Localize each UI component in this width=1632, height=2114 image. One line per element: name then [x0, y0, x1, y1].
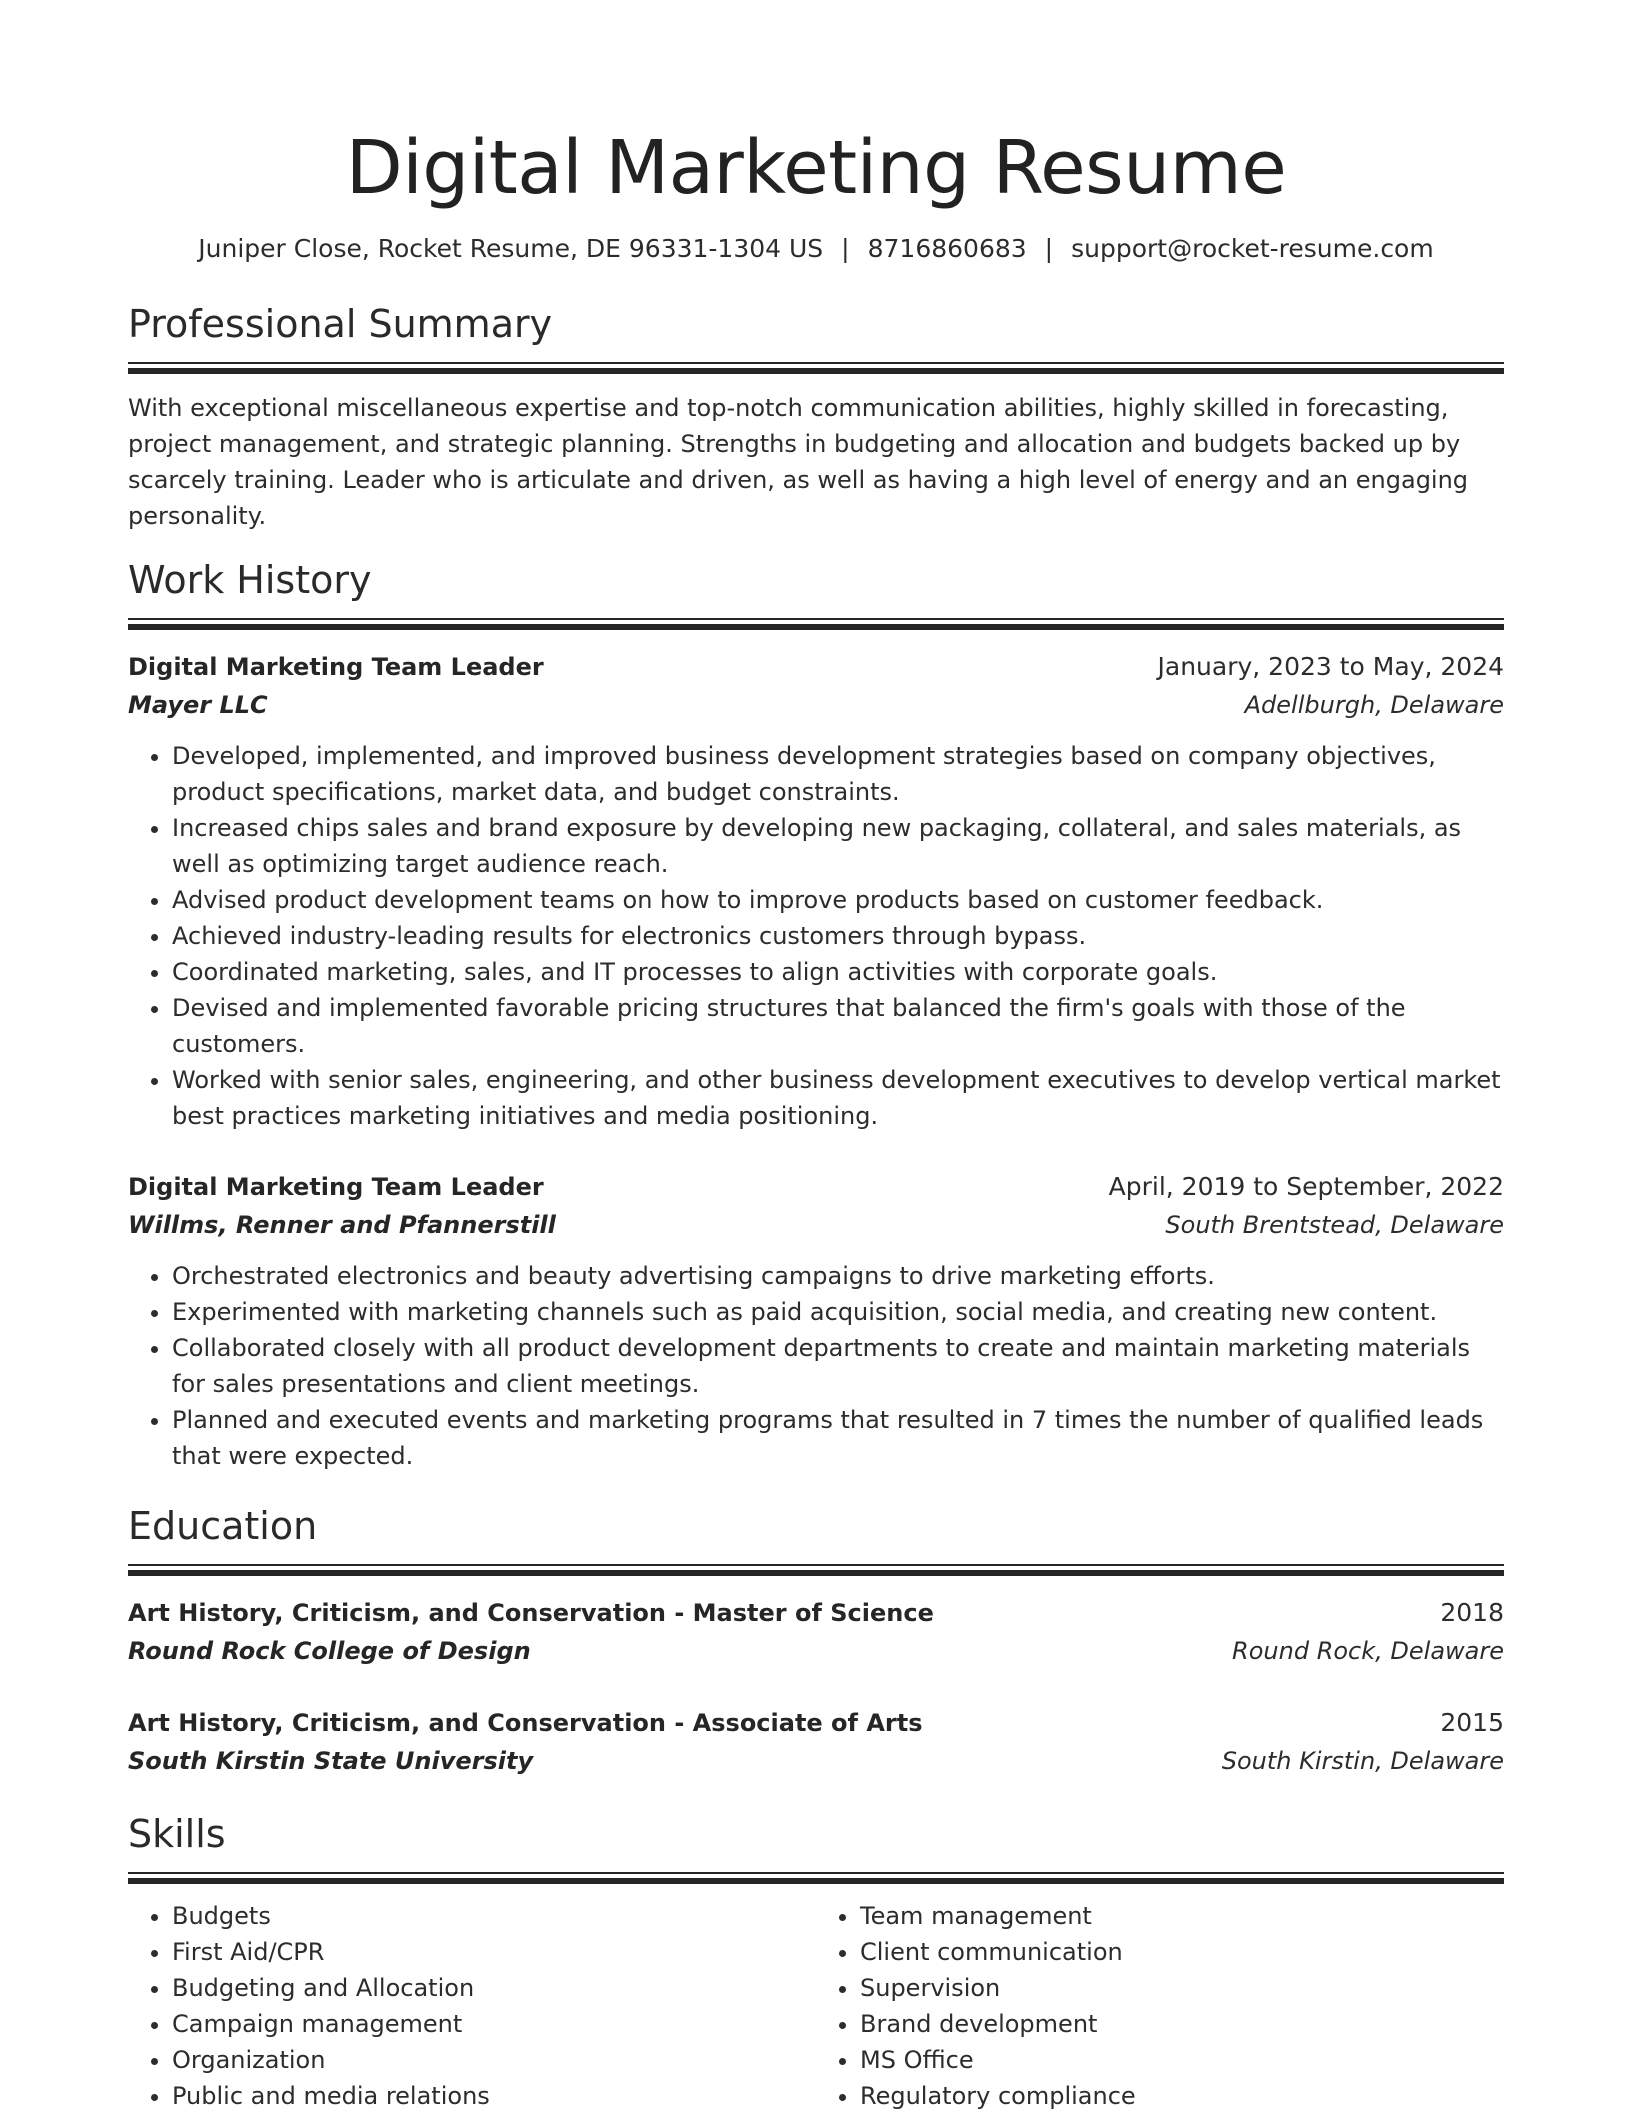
- job-bullet: • Devised and implemented favorable pricing structures that balanced the firm's goals with those of the customers.: [172, 990, 1504, 1062]
- education-school-row: [128, 1632, 1504, 1670]
- contact-email: support@rocket-resume.com: [1071, 234, 1434, 263]
- job-company-row: [128, 1206, 1504, 1244]
- section-heading-skills: Skills: [128, 1812, 226, 1856]
- job-bullet: • Collaborated closely with all product development departments to create and maintain marketing materials for sales presentations and client meetings.: [172, 1330, 1504, 1402]
- job-dates: January, 2023 to May, 2024: [1157, 652, 1504, 681]
- section-heading-education: Education: [128, 1504, 318, 1548]
- skill-item: • Campaign management: [172, 2006, 816, 2042]
- education-degree: Art History, Criticism, and Conservation - Master of Science: [128, 1599, 934, 1627]
- skill-item: • Regulatory compliance: [860, 2078, 1504, 2114]
- skill-item: • Brand development: [860, 2006, 1504, 2042]
- job-bullet-list: [128, 738, 1504, 1134]
- skill-item: • First Aid/CPR: [172, 1934, 816, 1970]
- summary-text: With exceptional miscellaneous expertise and top-notch communication abilities, highly skilled in forecasting, project management, and strategic planning. Strengths in budgeting and allocation and budgets backed up by scarcely training. Leader who is articulate and driven, as well as having a high level of energy and an engaging personality.: [128, 394, 1469, 530]
- job-entry: [128, 648, 1504, 1134]
- education-location: South Kirstin, Delaware: [1221, 1747, 1504, 1775]
- education-header-row: [128, 1594, 1504, 1632]
- section-heading-work-history: Work History: [128, 558, 372, 602]
- job-bullet: • Advised product development teams on how to improve products based on customer feedback.: [172, 882, 1504, 918]
- job-company: Mayer LLC: [128, 691, 268, 719]
- job-bullet: • Orchestrated electronics and beauty advertising campaigns to drive marketing efforts.: [172, 1258, 1504, 1294]
- job-dates: April, 2019 to September, 2022: [1108, 1172, 1504, 1201]
- section-divider: [128, 362, 1504, 374]
- education-section: [128, 1502, 1504, 1780]
- skills-columns: [128, 1898, 1504, 2114]
- contact-separator: |: [841, 234, 850, 263]
- education-school: South Kirstin State University: [128, 1747, 534, 1775]
- job-bullet: • Coordinated marketing, sales, and IT processes to align activities with corporate goals.: [172, 954, 1504, 990]
- summary-section: [128, 300, 1504, 534]
- education-school: Round Rock College of Design: [128, 1637, 531, 1665]
- work-history-section: [128, 556, 1504, 1474]
- contact-address: Juniper Close, Rocket Resume, DE 96331-1304 US: [198, 234, 824, 263]
- job-location: South Brentstead, Delaware: [1165, 1211, 1504, 1239]
- job-bullet: • Planned and executed events and marketing programs that resulted in 7 times the number of qualified leads that were expected.: [172, 1402, 1504, 1474]
- education-school-row: [128, 1742, 1504, 1780]
- job-bullet: • Experimented with marketing channels such as paid acquisition, social media, and creating new content.: [172, 1294, 1504, 1330]
- contact-line: [128, 232, 1504, 266]
- resume-title: Digital Marketing Resume: [345, 125, 1287, 211]
- skill-item: • Budgeting and Allocation: [172, 1970, 816, 2006]
- job-bullet-list: [128, 1258, 1504, 1474]
- contact-separator: |: [1044, 234, 1054, 263]
- job-title: Digital Marketing Team Leader: [128, 653, 544, 681]
- skill-item: • Team management: [860, 1898, 1504, 1934]
- skill-item: • Client communication: [860, 1934, 1504, 1970]
- section-heading-summary: Professional Summary: [128, 302, 553, 346]
- skill-item: • Supervision: [860, 1970, 1504, 2006]
- job-company-row: [128, 686, 1504, 724]
- job-bullet: • Developed, implemented, and improved business development strategies based on company objectives, product specifications, market data, and budget constraints.: [172, 738, 1504, 810]
- job-title: Digital Marketing Team Leader: [128, 1173, 544, 1201]
- job-bullet: • Increased chips sales and brand exposure by developing new packaging, collateral, and sales materials, as well as optimizing target audience reach.: [172, 810, 1504, 882]
- education-location: Round Rock, Delaware: [1232, 1637, 1504, 1665]
- skill-item: • Budgets: [172, 1898, 816, 1934]
- job-header-row: [128, 1168, 1504, 1206]
- section-divider: [128, 618, 1504, 630]
- job-bullet: • Worked with senior sales, engineering, and other business development executives to develop vertical market best practices marketing initiatives and media positioning.: [172, 1062, 1504, 1134]
- skill-item: • MS Office: [860, 2042, 1504, 2078]
- education-entry: [128, 1594, 1504, 1670]
- education-header-row: [128, 1704, 1504, 1742]
- skills-list-right: [816, 1898, 1504, 2114]
- section-divider: [128, 1872, 1504, 1884]
- education-entry: [128, 1704, 1504, 1780]
- job-bullet: • Achieved industry-leading results for electronics customers through bypass.: [172, 918, 1504, 954]
- education-year: 2015: [1440, 1708, 1504, 1737]
- skills-section: [128, 1810, 1504, 2114]
- section-divider: [128, 1564, 1504, 1576]
- skills-list-left: [128, 1898, 816, 2114]
- skill-item: • Organization: [172, 2042, 816, 2078]
- skill-item: • Public and media relations: [172, 2078, 816, 2114]
- job-header-row: [128, 648, 1504, 686]
- education-degree: Art History, Criticism, and Conservation - Associate of Arts: [128, 1709, 923, 1737]
- education-year: 2018: [1440, 1598, 1504, 1627]
- contact-phone: 8716860683: [867, 234, 1027, 263]
- job-entry: [128, 1168, 1504, 1474]
- job-location: Adellburgh, Delaware: [1244, 691, 1504, 719]
- job-company: Willms, Renner and Pfannerstill: [128, 1211, 556, 1239]
